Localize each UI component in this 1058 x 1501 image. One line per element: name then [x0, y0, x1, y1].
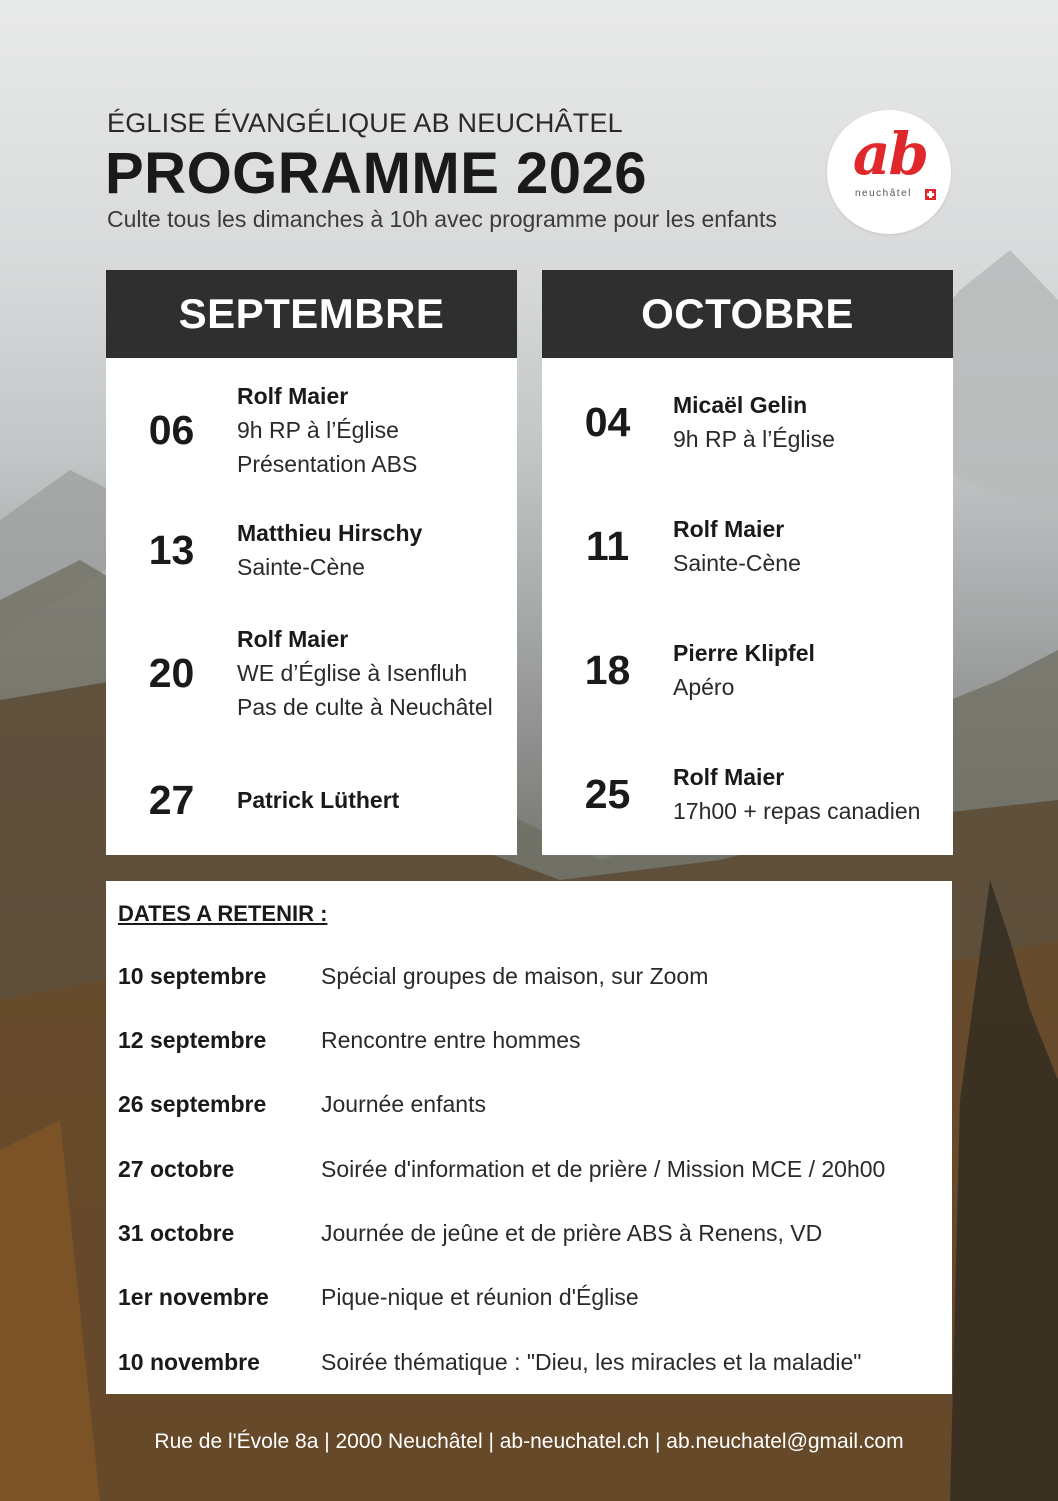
month-header: OCTOBRE — [542, 270, 953, 358]
preacher-name: Rolf Maier — [237, 626, 349, 652]
event-description: Rencontre entre hommes — [321, 1027, 581, 1053]
service-day: 27 — [148, 776, 195, 823]
event-date: 31 octobre — [118, 1220, 235, 1246]
page-subtitle: Culte tous les dimanches à 10h avec programme pour les enfants — [107, 206, 777, 232]
service-note: Sainte-Cène — [673, 550, 801, 576]
service-info — [237, 783, 399, 817]
service-entry — [542, 512, 953, 580]
dates-to-remember — [106, 881, 952, 1394]
preacher-name: Rolf Maier — [673, 516, 785, 542]
service-info — [673, 388, 835, 456]
service-entry — [106, 776, 517, 824]
service-day: 04 — [584, 398, 631, 445]
event-date: 27 octobre — [118, 1156, 235, 1182]
service-entry — [542, 388, 953, 456]
event-date: 10 novembre — [118, 1349, 260, 1375]
service-note: 17h00 + repas canadien — [673, 798, 921, 824]
event-description: Soirée d'information et de prière / Mission MCE / 20h00 — [321, 1156, 886, 1182]
service-info — [673, 512, 801, 580]
preacher-name: Patrick Lüthert — [237, 787, 400, 813]
service-info — [237, 516, 422, 584]
service-entry — [542, 760, 953, 828]
preacher-name: Pierre Klipfel — [673, 640, 815, 666]
service-info — [237, 622, 493, 724]
service-entry — [106, 516, 517, 584]
event-date: 12 septembre — [118, 1027, 267, 1053]
service-day: 11 — [585, 522, 630, 569]
event-description: Soirée thématique : "Dieu, les miracles et la maladie" — [321, 1349, 862, 1375]
service-day: 18 — [584, 646, 631, 693]
event-date: 1er novembre — [118, 1284, 269, 1310]
month-header: SEPTEMBRE — [106, 270, 517, 358]
service-note: Pas de culte à Neuchâtel — [237, 694, 493, 720]
logo-mark: ab — [852, 120, 928, 188]
service-day: 06 — [148, 406, 195, 453]
event-date: 26 septembre — [118, 1091, 267, 1117]
service-note: 9h RP à l’Église — [673, 426, 835, 452]
service-info — [673, 760, 920, 828]
month-card-october — [542, 270, 953, 855]
event-description: Journée enfants — [321, 1091, 486, 1117]
service-entry — [542, 636, 953, 704]
page-title: PROGRAMME 2026 — [105, 141, 648, 206]
service-day: 20 — [148, 649, 195, 696]
service-note: WE d’Église à Isenfluh — [237, 660, 468, 686]
service-note: 9h RP à l’Église — [237, 417, 399, 443]
service-info — [673, 636, 815, 704]
service-entry — [106, 380, 517, 480]
footer-contact: Rue de l'Évole 8a | 2000 Neuchâtel | ab-neuchatel.ch | ab.neuchatel@gmail.com — [154, 1430, 904, 1453]
service-day: 13 — [148, 526, 195, 573]
service-note: Présentation ABS — [237, 451, 418, 477]
preacher-name: Rolf Maier — [237, 383, 349, 409]
event-description: Spécial groupes de maison, sur Zoom — [321, 963, 709, 989]
logo-city: neuchâtel — [855, 188, 912, 199]
service-info — [237, 379, 417, 481]
event-description: Pique-nique et réunion d'Église — [321, 1284, 639, 1310]
month-card-september — [106, 270, 517, 855]
preacher-name: Micaël Gelin — [673, 392, 808, 418]
church-name: ÉGLISE ÉVANGÉLIQUE AB NEUCHÂTEL — [107, 108, 623, 138]
service-entry — [106, 622, 517, 724]
preacher-name: Matthieu Hirschy — [237, 520, 423, 546]
swiss-flag-icon — [925, 189, 936, 200]
dates-title: DATES A RETENIR : — [118, 901, 328, 926]
church-logo — [827, 110, 951, 234]
preacher-name: Rolf Maier — [673, 764, 785, 790]
service-note: Sainte-Cène — [237, 554, 365, 580]
service-day: 25 — [584, 770, 631, 817]
event-date: 10 septembre — [118, 963, 267, 989]
event-description: Journée de jeûne et de prière ABS à Renens, VD — [321, 1220, 823, 1246]
service-note: Apéro — [673, 674, 735, 700]
